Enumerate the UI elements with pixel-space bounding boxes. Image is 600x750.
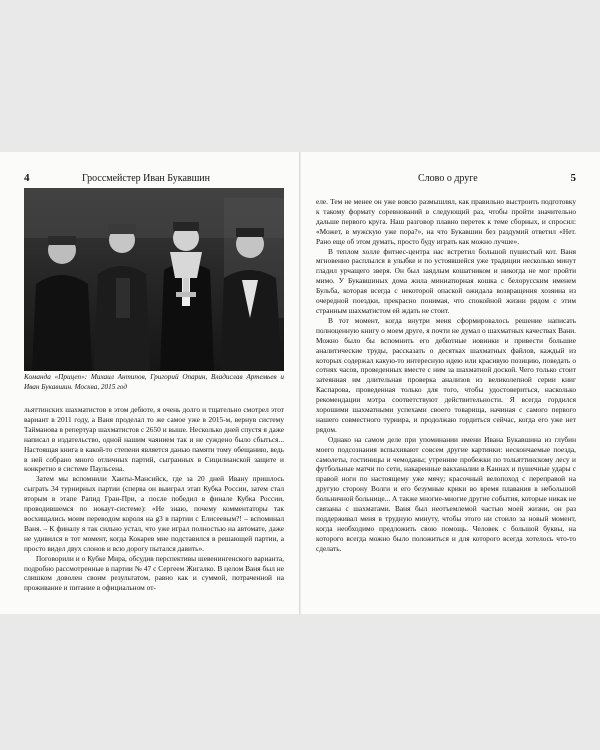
book-spine — [299, 152, 301, 614]
photo-caption: Команда «Прицеп»: Михаил Антипов, Григорий Опарин, Владислав Артемьев и Иван Букавшин. Москва, 2015 год — [24, 373, 284, 391]
left-page-body — [24, 405, 284, 593]
paragraph: Затем мы вспомнили Ханты-Мансийск, где за 20 дней Ивану пришлось сыграть 34 турнирных партии (сперва он выиграл этап Кубка России, затем стал вторым в этапе Рапид Гран-При, а после победил в финале Кубка России, проводившемся по нокаут-системе): «Не знаю, почему комментаторы так восхищались моим переводом короля на g3 в партии с Елисеевым?! – вспоминал Ваня. – К финалу я так сильно устал, что уже играл полностью на автомате, даже не удивился в тот момент, когда Кокарев мне подставился в решающей партии, а просто видел двух слонов и всю дорогу пытался давить». — [24, 474, 284, 553]
paragraph: В тот момент, когда внутри меня сформировалось решение написать полноценную книгу о моем друге, я почти не думал о шахматных качествах Вани. Можно было бы вспомнить его дебютные новинки и привести большие аналитические труды, рассказать о десятках шахматных файлов, каждый из которых содержал какую-то интересную идею или красивую позицию, поведать о сотнях часов, проведенных вместе с ним за шахматной доской. Чего только стоит затеянная им длительная проверка анализов из великолепной серии книг Каспарова, проведенная только для того, чтобы удостовериться, насколько рекомендации мэтра соответствуют действительности. Я всегда гордился хорошими шахматными успехами своего товарища, начиная с самого первого нашего совместного турнира, и продолжаю гордиться сейчас, когда его уже нет рядом. — [316, 315, 576, 434]
team-photo — [24, 188, 284, 371]
paragraph: льяттинских шахматистов в этом дебюте, я очень долго и тщательно смотрел этот вариант в 2011 году, а Ваня проделал то же самое уже в 2015-м, вернув систему Тайманова в репертуар шахматистов с 2650 и выше. Несколько дней спустя я даже написал в издательство, одной нашим чаянием так и не суждено было сбыться... Настоящая книга в какой-то степени является данью памяти тому обещанию, ведь в ней собрано много отличных партий, сыгранных в Сицилианской защите и конкретно в системе Паульсена. — [24, 405, 284, 474]
paragraph: Однако на самом деле при упоминании имени Ивана Букавшина из глубин моего подсознания вспыхивают совсем другие картинки: нескончаемые поезда, самолеты, гостиницы и чемоданы; утренние пробежки по тольяттинскому лесу и футбольные матчи по сети, накаренные вакханалии в Каннах и пушечные удары с правой ноги по настоящему уже мячу; красочный велопоход с переправой на другую сторону Волги и его безумные крики во время плавания в небольшой больничной больнице... А также многие-многие другие события, которые никак не связаны с шахматами. Ваня был неотъемлемой частью моей жизни, он раз поддерживал меня в трудную минуту, чтобы этого ни стоило за новый момент, когда необходимо предложить свою помощь. Человек с большой буквы, на которого всегда можно было положиться и для которого всегда хотелось что-то сделать. — [316, 434, 576, 553]
page-number-right: 5 — [570, 172, 576, 184]
right-page-body — [316, 197, 576, 554]
book-spread — [0, 152, 600, 614]
team-photo-image — [24, 188, 284, 371]
running-title-right: Слово о друге — [418, 173, 478, 184]
paragraph: Поговорили и о Кубке Мира, обсудив перспективы шевенингенского варианта, подробно рассмотренные в партии № 47 с Сергеем Жигалко. В целом Ваня был не слишком доволен своим результатом, равно как и суммой, потраченной на проживание и питание в официальном от- — [24, 553, 284, 593]
paragraph: еле. Тем не менее он уже вовсю размышлял, как правильно выстроить подготовку к такому формату соревнований в следующий раз, чтобы пройти значительно дальше первого круга. Наш разговор плавно перетек к теме сборных, и спросил: «Может, в мужскую уже пора?», на что Букавшин без раздумий ответил «Нет. Рано еще об этом думать, просто буду играть как можно лучше». — [316, 197, 576, 246]
running-title-left: Гроссмейстер Иван Букавшин — [82, 173, 211, 184]
paragraph: В теплом холле фитнес-центра нас встретил большой пушистый кот. Ваня мгновенно расплылся в улыбке и по устоявшейся уже традиции несколько минут гладил урчащего зверя. Он был заядлым кошатником и никогда не мог пройти мимо. У Букавшиных дома жила миниатюрная кошка с белорусским именем Бульба, которая всегда с некоторой опаской ожидала возвращения хозяина из очередной поездки, прекрасно понимая, что спокойной жизни рядом с этим странным шахматистом ей ждать не стоит. — [316, 246, 576, 315]
page-number-left: 4 — [24, 172, 30, 184]
